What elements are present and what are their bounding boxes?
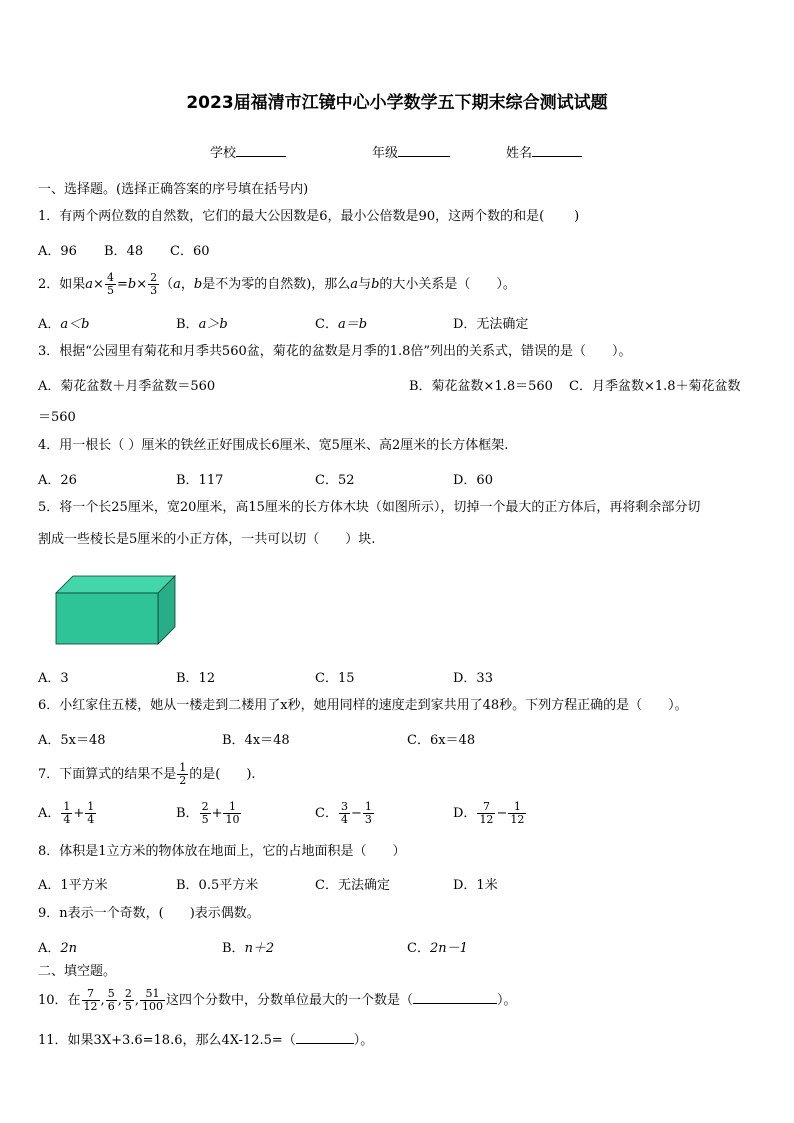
q4-option-a[interactable]: A．26 <box>38 473 77 488</box>
q8-option-b[interactable]: B．0.5平方米 <box>176 878 259 893</box>
school-blank[interactable] <box>236 143 286 157</box>
question-1: 1．有两个两位数的自然数，它们的最大公因数是6，最小公倍数是90，这两个数的和是( ) <box>38 209 580 224</box>
q6-option-c[interactable]: C．6x＝48 <box>407 733 476 748</box>
grade-field: 年级 <box>372 142 450 161</box>
section-fill-heading: 二、填空题。 <box>38 964 117 979</box>
name-blank[interactable] <box>532 143 582 157</box>
fraction: $\frac{2}{5}$ <box>124 987 132 1013</box>
q7-option-b[interactable]: B． $\frac{2}{5}$ + $\frac{1}{10}$ <box>176 800 240 826</box>
q5-option-c[interactable]: C．15 <box>315 671 355 686</box>
answer-blank[interactable] <box>413 991 497 1004</box>
q8-option-d[interactable]: D．1米 <box>453 878 498 893</box>
cuboid-front-face <box>56 593 158 644</box>
q2-option-a[interactable]: A．a＜b <box>38 317 90 332</box>
question-5-line-1: 5．将一个长25厘米，宽20厘米，高15厘米的长方体木块（如图所示），切掉一个最大的正方体后，再将剩余部分切 <box>38 500 701 515</box>
q4-option-b[interactable]: B．117 <box>176 473 224 488</box>
q7-option-c[interactable]: C． $\frac{3}{4}$ − $\frac{1}{3}$ <box>315 800 372 826</box>
q7-option-a[interactable]: A． $\frac{1}{4}$ + $\frac{1}{4}$ <box>38 800 95 826</box>
cuboid-top-face <box>56 576 175 593</box>
q9-option-c[interactable]: C．2n－1 <box>407 941 468 956</box>
school-field: 学校 <box>210 142 286 161</box>
fraction: $\frac{7}{12}$ <box>83 987 98 1013</box>
q3-option-c[interactable]: C．月季盆数×1.8＋菊花盆数 <box>569 379 741 394</box>
q3-option-b[interactable]: B．菊花盆数×1.8＝560 <box>409 379 553 394</box>
name-field: 姓名 <box>506 142 582 161</box>
question-3: 3．根据“公园里有菊花和月季共560盆，菊花的盆数是月季的1.8倍”列出的关系式，错误的是（ ）。 <box>38 344 632 359</box>
q8-option-a[interactable]: A．1平方米 <box>38 878 108 893</box>
fraction: $\frac{1}{2}$ <box>179 761 187 787</box>
fraction: $\frac{4}{5}$ <box>106 271 114 297</box>
q3-option-a[interactable]: A．菊花盆数＋月季盆数＝560 <box>38 379 216 394</box>
question-11: 11．如果3X+3.6=18.6，那么4X-12.5=（ ）。 <box>38 1033 374 1048</box>
page-title: 2023届福清市江镜中心小学数学五下期末综合测试试题 <box>186 93 608 113</box>
q1-option-c[interactable]: C．60 <box>170 244 210 259</box>
q3-option-c-cont: ＝560 <box>38 410 76 425</box>
q9-option-b[interactable]: B．n＋2 <box>222 941 275 956</box>
fraction: $\frac{5}{6}$ <box>107 987 115 1013</box>
q7-option-d[interactable]: D． $\frac{7}{12}$ − $\frac{1}{12}$ <box>453 800 525 826</box>
question-6: 6．小红家住五楼，她从一楼走到二楼用了x秒，她用同样的速度走到家共用了48秒。下列方程正确的是（ ）。 <box>38 698 688 713</box>
cuboid-figure <box>55 575 177 647</box>
q2-option-c[interactable]: C．a＝b <box>315 317 368 332</box>
question-7: 7．下面算式的结果不是 $\frac{1}{2}$ 的是( ). <box>38 761 256 787</box>
q9-option-a[interactable]: A．2n <box>38 941 78 956</box>
q1-option-a[interactable]: A．96 <box>38 244 77 259</box>
question-2: 2．如果a× $\frac{4}{5}$ =b× $\frac{2}{3}$ （a，b是不为零的自然数)，那么a与b的大小关系是（ ）。 <box>38 271 516 297</box>
q8-option-c[interactable]: C．无法确定 <box>315 878 390 893</box>
q5-option-b[interactable]: B．12 <box>176 671 216 686</box>
question-5-line-2: 割成一些棱长是5厘米的小正方体，一共可以切（ ）块. <box>38 532 376 547</box>
q5-option-a[interactable]: A．3 <box>38 671 69 686</box>
section-choice-heading: 一、选择题。(选择正确答案的序号填在括号内) <box>38 182 309 197</box>
q2-option-b[interactable]: B．a＞b <box>176 317 228 332</box>
question-9: 9．n表示一个奇数，( )表示偶数。 <box>38 906 260 921</box>
fraction: $\frac{51}{100}$ <box>141 987 163 1013</box>
q1-option-b[interactable]: B．48 <box>104 244 144 259</box>
answer-blank[interactable] <box>296 1031 354 1044</box>
question-8: 8．体积是1立方米的物体放在地面上，它的占地面积是（ ） <box>38 844 406 859</box>
grade-blank[interactable] <box>398 143 450 157</box>
q5-option-d[interactable]: D．33 <box>453 671 493 686</box>
q6-option-b[interactable]: B．4x＝48 <box>222 733 290 748</box>
q4-option-c[interactable]: C．52 <box>315 473 355 488</box>
question-10: 10．在 $\frac{7}{12}$ , $\frac{5}{6}$ , $\frac{2}{5}$ , $\frac{51}{100}$ 这四个分数中，分数单位最大的一个数是（ ）。 <box>38 987 517 1013</box>
q4-option-d[interactable]: D．60 <box>453 473 493 488</box>
fraction: $\frac{2}{3}$ <box>150 271 158 297</box>
q2-option-d[interactable]: D．无法确定 <box>453 317 529 332</box>
q6-option-a[interactable]: A．5x＝48 <box>38 733 106 748</box>
question-4: 4．用一根长（ ）厘米的铁丝正好围成长6厘米、宽5厘米、高2厘米的长方体框架. <box>38 438 509 453</box>
